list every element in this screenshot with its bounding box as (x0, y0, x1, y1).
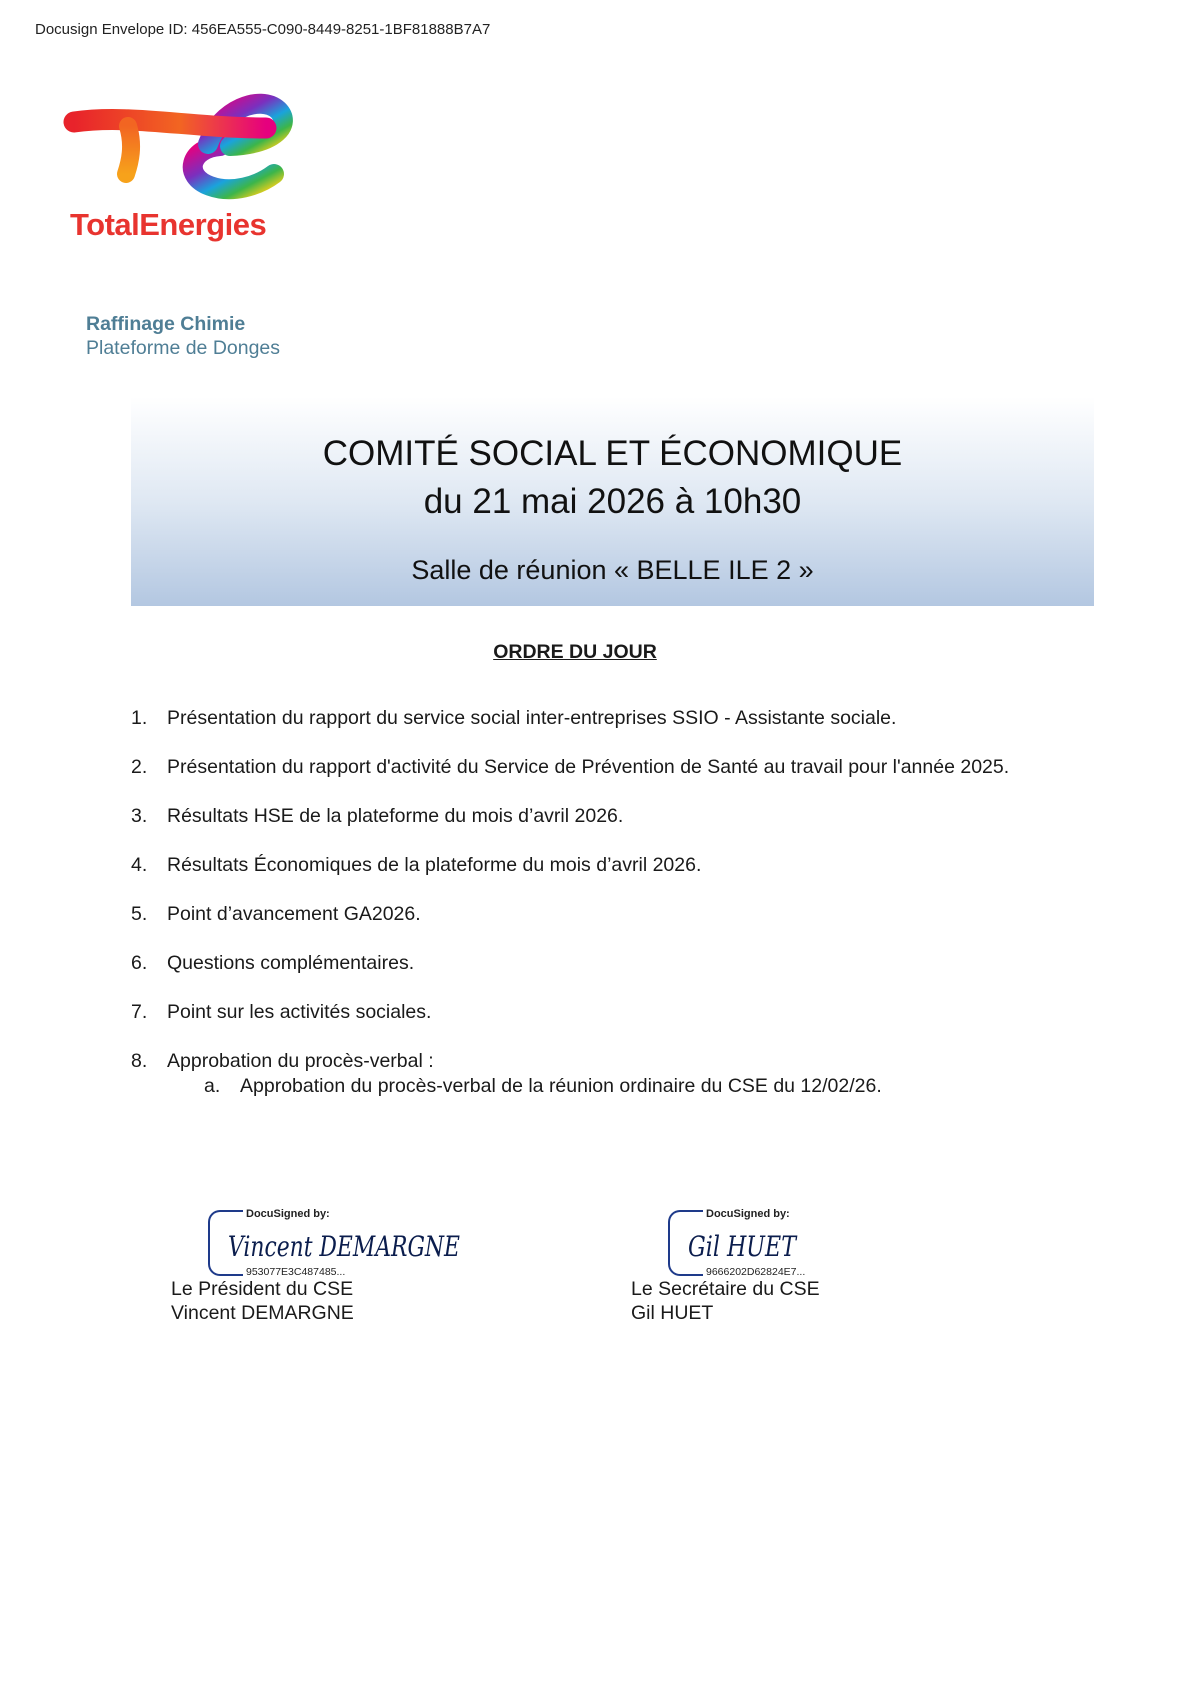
agenda-item: 4. Résultats Économiques de la plateforme du mois d’avril 2026. (131, 854, 702, 876)
signer-name: Gil HUET (631, 1302, 714, 1324)
org-site: Plateforme de Donges (86, 337, 281, 359)
agenda-item: 2. Présentation du rapport d'activité du Service de Prévention de Santé au travail pour l'année 2025. (131, 756, 1010, 778)
meeting-room: Salle de réunion « BELLE ILE 2 » (411, 555, 814, 585)
meeting-banner (131, 397, 1094, 606)
signer-name: Vincent DEMARGNE (171, 1302, 354, 1324)
signature-cert-id: 9666202D62824E7... (703, 1266, 808, 1278)
signer-role: Le Président du CSE (171, 1278, 354, 1300)
totalenergies-logo-icon (70, 88, 290, 198)
brand-wordmark: TotalEnergies (70, 207, 267, 242)
docusign-header: DocuSigned by: (703, 1208, 793, 1220)
agenda-item: 6. Questions complémentaires. (131, 952, 415, 974)
handwritten-signature (686, 1224, 806, 1266)
handwritten-signature (226, 1224, 466, 1266)
svg-text:Gil HUET: Gil HUET (688, 1230, 798, 1263)
org-division: Raffinage Chimie (86, 313, 246, 335)
agenda-item: 3. Résultats HSE de la plateforme du mois d’avril 2026. (131, 805, 624, 827)
agenda-item: 8. Approbation du procès-verbal : (131, 1050, 434, 1072)
docusign-header: DocuSigned by: (243, 1208, 333, 1220)
agenda-subitem: a. Approbation du procès-verbal de la réunion ordinaire du CSE du 12/02/26. (204, 1075, 882, 1097)
meeting-date: du 21 mai 2026 à 10h30 (423, 482, 802, 521)
agenda-item: 1. Présentation du rapport du service social inter-entreprises SSIO - Assistante sociale. (131, 707, 897, 729)
signer-role: Le Secrétaire du CSE (631, 1278, 820, 1300)
svg-text:Vincent DEMARGNE: Vincent DEMARGNE (228, 1230, 460, 1263)
agenda-item: 5. Point d’avancement GA2026. (131, 903, 421, 925)
agenda-title: ORDRE DU JOUR (493, 641, 657, 663)
signature-cert-id: 953077E3C487485... (243, 1266, 348, 1278)
envelope-id: Docusign Envelope ID: 456EA555-C090-8449-8251-1BF81888B7A7 (35, 21, 491, 38)
agenda-item: 7. Point sur les activités sociales. (131, 1001, 432, 1023)
meeting-title: COMITÉ SOCIAL ET ÉCONOMIQUE (322, 434, 903, 473)
